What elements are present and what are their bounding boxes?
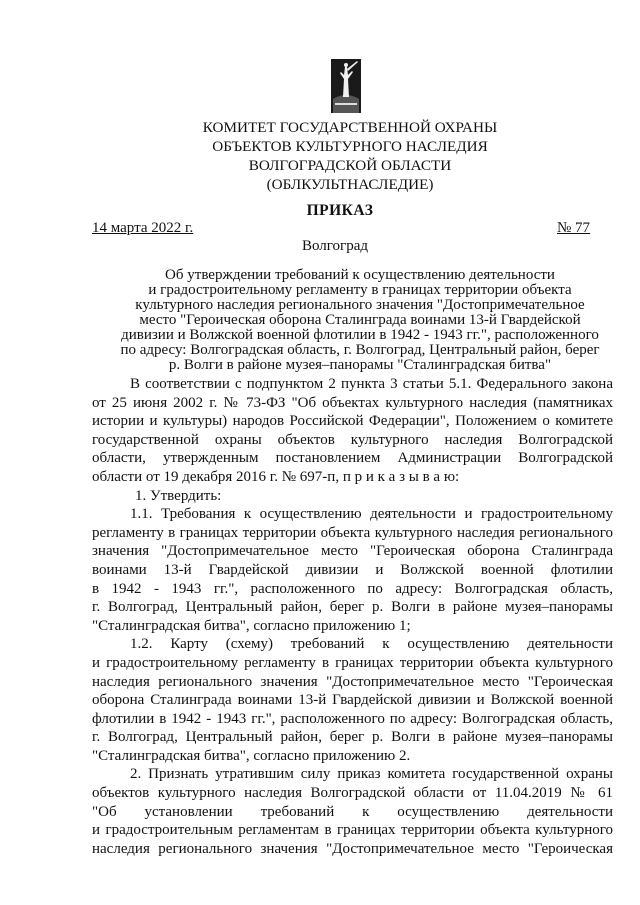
body-line: "Сталинградская битва", согласно приложению 2. (92, 747, 411, 764)
body-line: и градостроительным регламентам в границах территории объекта культурного (92, 822, 613, 839)
body-line: значения "Достопримечательное место "Героическая оборона Сталинграда (92, 543, 613, 560)
org-line-2: ОБЪЕКТОВ КУЛЬТУРНОГО НАСЛЕДИЯ (212, 138, 488, 155)
body-line: и градостроительному регламенту в границах территории объекта культурного (92, 654, 613, 671)
body-line: наследия регионального значения "Достопримечательное место "Героическая (92, 840, 613, 857)
body-line: "Об установлении требований к осуществлению деятельности (92, 803, 613, 820)
subject-line: место "Героическая оборона Сталинграда воинами 13-й Гвардейской (139, 312, 581, 328)
document-city: Волгоград (301, 238, 368, 254)
subject-line: культурного наследия регионального значения "Достопримечательное (135, 297, 585, 313)
org-line-4: (ОБЛКУЛЬТНАСЛЕДИЕ) (266, 176, 434, 193)
subject-line: и градостроительному регламенту в границах территории объекта (148, 282, 572, 298)
organization-name (120, 118, 580, 194)
subject-line: по адресу: Волгоградская область, г. Волгоград, Центральный район, берег (120, 342, 600, 358)
body-line: объектов культурного наследия Волгоградской области от 11.04.2019 № 61 (92, 785, 613, 802)
org-line-3: ВОЛГОГРАДСКОЙ ОБЛАСТИ (248, 157, 452, 174)
body-line: наследия регионального значения "Достопримечательное место "Героическая (92, 673, 613, 690)
order-body (92, 375, 613, 858)
body-line: г. Волгоград, Центральный район, берег р. Волги в районе музея–панорамы (92, 729, 613, 746)
body-line: области от 19 декабря 2016 г. № 697-п, п р и к а з ы в а ю: (92, 468, 460, 485)
body-line: оборона Сталинграда воинами 13-й Гвардейской дивизии и Волжской военной (92, 692, 613, 709)
subject-line: Об утверждении требований к осуществлению деятельности (165, 267, 555, 283)
subject-line: дивизии и Волжской военной флотилии в 1942 - 1943 гг.", расположенного (121, 327, 599, 343)
body-line: области, утвержденным постановлением Администрации Волгоградской (92, 450, 613, 467)
body-line: истории и культуры) народов Российской Федерации", Положением о комитете (92, 413, 613, 430)
body-line: регламенту в границах территории объекта культурного наследия регионального (92, 524, 613, 541)
order-subject (100, 268, 620, 373)
body-line: в 1942 - 1943 гг.", расположенного по адресу: Волгоградская область, (92, 580, 613, 597)
body-line: 2. Признать утратившим силу приказ комитета государственной охраны (130, 766, 613, 783)
document-number: № 77 (557, 220, 591, 236)
body-line: 1. Утвердить: (135, 487, 222, 504)
body-line: "Сталинградская битва", согласно приложению 1; (92, 617, 411, 634)
body-line: 1.1. Требования к осуществлению деятельности и градостроительному (130, 506, 613, 523)
body-line: от 25 июня 2002 г. № 73-ФЗ "Об объектах культурного наследия (памятниках (92, 394, 613, 411)
body-line: флотилии в 1942 - 1943 гг.", расположенного по адресу: Волгоградская область, (92, 710, 613, 727)
volgograd-emblem-icon (331, 59, 361, 113)
body-line: 1.2. Карту (схему) требований к осуществлению деятельности (130, 636, 613, 653)
subject-line: р. Волги в районе музея–панорамы "Сталинградская битва" (168, 357, 552, 373)
body-line: государственной охраны объектов культурного наследия Волгоградской (92, 431, 613, 448)
document-type-title: ПРИКАЗ (306, 202, 374, 219)
document-date: 14 марта 2022 г. (92, 220, 194, 236)
body-line: В соответствии с подпунктом 2 пункта 3 статьи 5.1. Федерального закона (130, 376, 613, 392)
body-line: воинами 13-й Гвардейской дивизии и Волжской военной флотилии (92, 561, 613, 578)
org-line-1: КОМИТЕТ ГОСУДАРСТВЕННОЙ ОХРАНЫ (202, 119, 498, 136)
body-line: г. Волгоград, Центральный район, берег р. Волги в районе музея–панорамы (92, 599, 613, 616)
